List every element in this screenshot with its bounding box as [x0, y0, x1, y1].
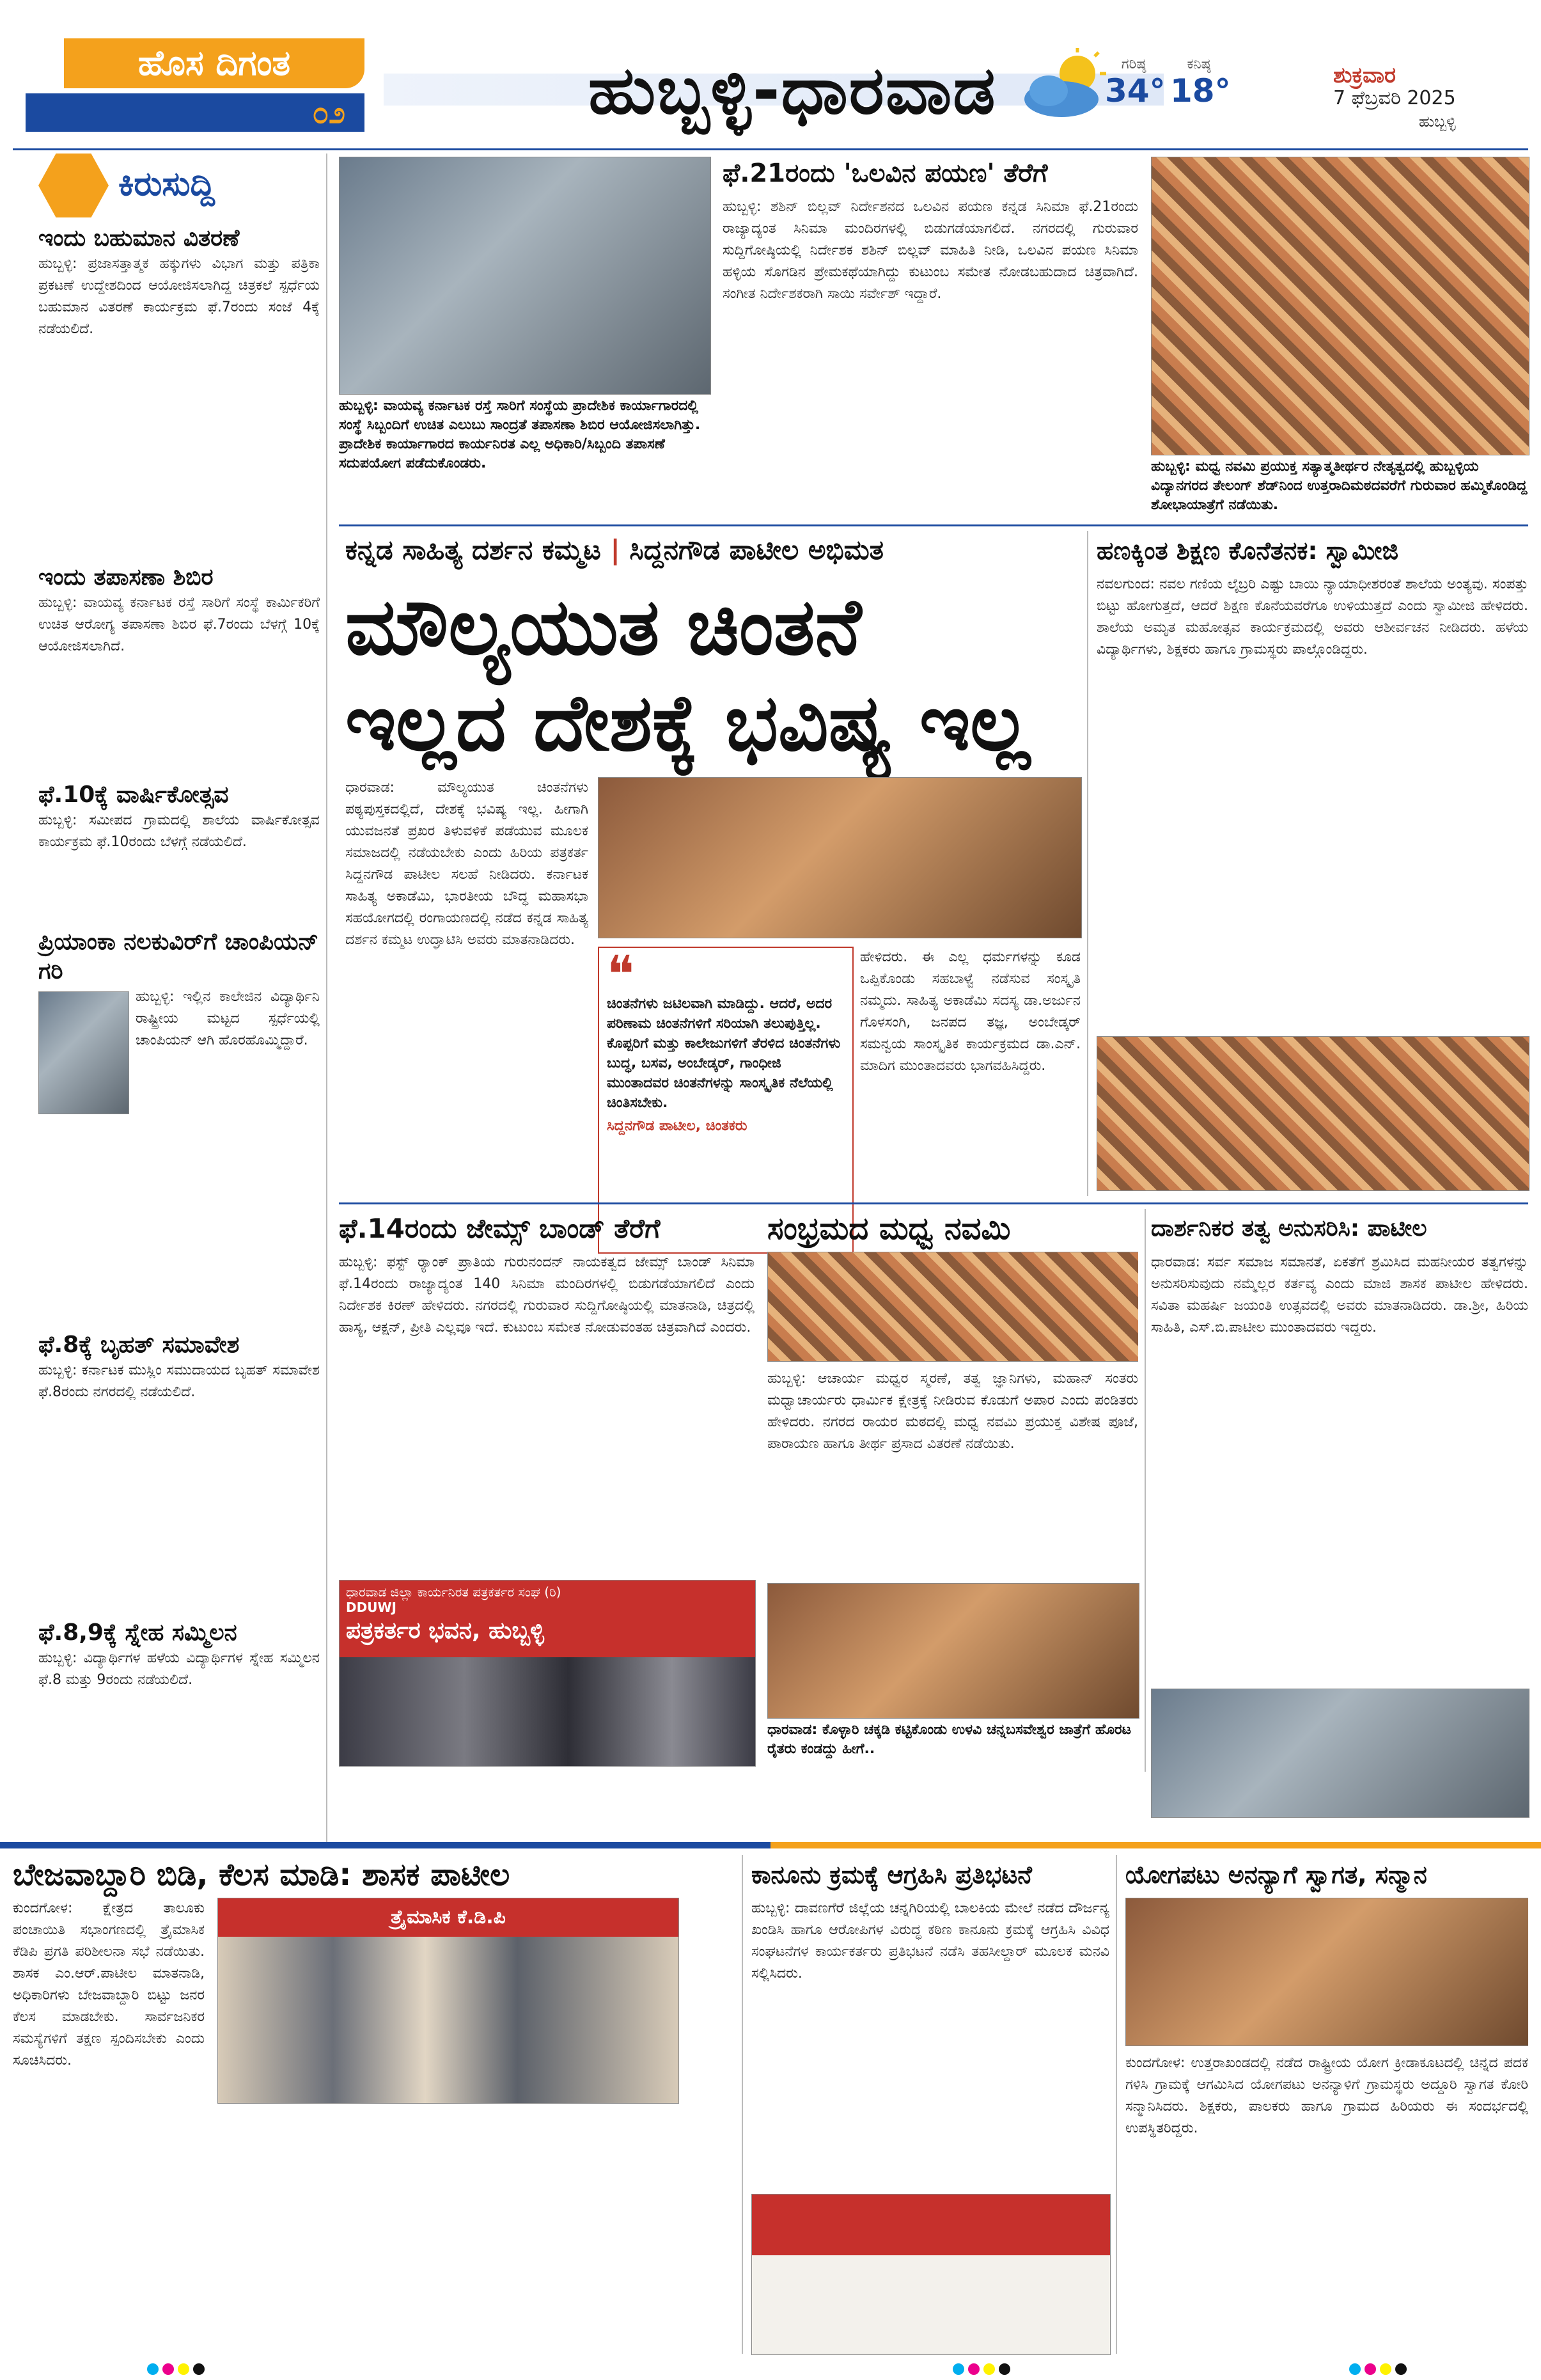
photo-caption: ಧಾರವಾಡ: ಕೊಳ್ಳಾರಿ ಚಕ್ಕಡಿ ಕಟ್ಟಿಕೊಂಡು ಉಳವಿ ಚನ್ನಬಸವೇಶ್ವರ ಜಾತ್ರೆಗೆ ಹೊರಟ ರೈತರು ಕಂಡದ್ದು ಹೀಗೆ.. [767, 1722, 1132, 1757]
kdp-banner: ತ್ರೈಮಾಸಿಕ ಕೆ.ಡಿ.ಪಿ [218, 1898, 678, 1937]
photo-caption: ಹುಬ್ಬಳ್ಳಿ: ವಾಯವ್ಯ ಕರ್ನಾಟಕ ರಸ್ತೆ ಸಾರಿಗೆ ಸಂಸ್ಥೆಯ ಪ್ರಾದೇಶಿಕ ಕಾರ್ಯಾಗಾರದಲ್ಲಿ ಸಂಸ್ಥೆ ಸಿಬ್ಬಂದಿಗೆ ಉಚಿತ ಎಲುಬು ಸಾಂದ್ರತೆ ತಪಾಸಣಾ ಶಿಬಿರ ಆಯೋಜಿಸಲಾಗಿತ್ತು. ಪ್ರಾದೇಶಿಕ ಕಾರ್ಯಾಗಾರದ ಕಾರ್ಯನಿರತ ಎಲ್ಲ ಅಧಿಕಾರಿ/ಸಿಬ್ಬಂದಿ ತಪಾಸಣೆ ಸದುಪಯೋಗ ಪಡೆದುಕೊಂಡರು. [339, 398, 701, 471]
group-photo [1097, 1036, 1529, 1191]
page-number: ೦೨ [312, 95, 345, 130]
reg-dot-cyan [953, 2363, 964, 2375]
story-olavina-payana [723, 157, 1138, 515]
reg-dot-yellow [178, 2363, 189, 2375]
section-title: ಕಿರುಸುದ್ದಿ [118, 165, 215, 203]
temp-max-value: 34° [1105, 72, 1166, 109]
story-headline: ಫೆ.21ರಂದು 'ಒಲವಿನ ಪಯಣ' ತೆರೆಗೆ [723, 159, 1048, 188]
story-headline: ಬೇಜವಾಬ್ದಾರಿ ಬಿಡಿ, ಕೆಲಸ ಮಾಡಿ: ಶಾಸಕ ಪಾಟೀಲ [13, 1858, 510, 1893]
reg-dot-magenta [162, 2363, 174, 2375]
banner-tag: DDUWJ [346, 1600, 396, 1615]
temp-max-label: ಗರಿಷ್ಠ [1121, 56, 1146, 72]
column-divider [1145, 1209, 1146, 1772]
temp-max [1105, 56, 1166, 109]
brief-item [38, 927, 320, 1114]
pull-quote-box [598, 947, 854, 1254]
brief-item [38, 780, 320, 853]
people-row [340, 1657, 755, 1766]
navami-photo [767, 1252, 1138, 1362]
brief-item [38, 224, 320, 340]
reg-dot-black [999, 2363, 1010, 2375]
story-darshanikara [1151, 1212, 1528, 1685]
lead-photo [598, 777, 1082, 938]
lead-body-col2: ಹೇಳಿದರು. ಈ ಎಲ್ಲ ಧರ್ಮಗಳನ್ನು ಕೂಡ ಒಪ್ಪಿಕೊಂಡು ಸಹಬಾಳ್ವೆ ನಡೆಸುವ ಸಂಸ್ಕೃತಿ ನಮ್ಮದು. ಸಾಹಿತ್ಯ ಅಕಾಡೆಮಿ ಸದಸ್ಯ ಡಾ.ಅರ್ಜುನ ಗೊಳಸಂಗಿ, ಜನಪದ ತಜ್ಞ, ಅಂಬೇಡ್ಕರ್ ಸಮನ್ವಯ ಸಾಂಸ್ಕೃತಿಕ ಕಾರ್ಯಕ್ರಮದ ಡಾ.ಎನ್. ಮಾದಿಗ ಮುಂತಾದವರು ಭಾಗವಹಿಸಿದ್ದರು. [860, 949, 1081, 1074]
banner-venue: ಪತ್ರಕರ್ತರ ಭವನ, ಹುಬ್ಬಳ್ಳಿ [346, 1618, 544, 1644]
reg-dot-yellow [1380, 2363, 1391, 2375]
pull-quote-author: ಸಿದ್ದನಗೌಡ ಪಾಟೀಲ, ಚಿಂತಕರು [607, 1118, 747, 1134]
story-headline: ಯೋಗಪಟು ಅನನ್ಯಾಗೆ ಸ್ವಾಗತ, ಸನ್ಮಾನ [1125, 1861, 1427, 1889]
place: ಹುಬ್ಬಳ್ಳಿ [1418, 113, 1456, 130]
brief-body: ಹುಬ್ಬಳ್ಳಿ: ವಿದ್ಯಾರ್ಥಿಗಳ ಹಳೆಯ ವಿದ್ಯಾರ್ಥಿಗಳ ಸ್ನೇಹ ಸಮ್ಮಿಲನ ಫೆ.8 ಮತ್ತು 9ರಂದು ನಡೆಯಲಿದೆ. [38, 1650, 320, 1688]
brief-headline: ಫೆ.10ಕ್ಕೆ ವಾರ್ಷಿಕೋತ್ಸವ [38, 782, 229, 808]
story-yogapatu [1125, 1858, 1528, 2357]
hand-icon [38, 154, 109, 217]
kicker-left: ಕನ್ನಡ ಸಾಹಿತ್ಯ ದರ್ಶನ ಕಮ್ಮಟ [345, 534, 601, 565]
brief-body: ಹುಬ್ಬಳ್ಳಿ: ಸಮೀಪದ ಗ್ರಾಮದಲ್ಲಿ ಶಾಲೆಯ ವಾರ್ಷಿಕೋತ್ಸವ ಕಾರ್ಯಕ್ರಮ ಫೆ.10ರಂದು ಬೆಳಗ್ಗೆ ನಡೆಯಲಿದೆ. [38, 812, 320, 850]
story-james-bond [339, 1212, 755, 1577]
headline-line-1: ಮೌಲ್ಯಯುತ ಚಿಂತನೆ [345, 581, 862, 672]
reg-dot-black [193, 2363, 205, 2375]
bottom-strip [0, 1842, 1541, 1848]
brief-body: ಹುಬ್ಬಳ್ಳಿ: ಇಲ್ಲಿನ ಕಾಲೇಜಿನ ವಿದ್ಯಾರ್ಥಿನಿ ರಾಷ್ಟ್ರೀಯ ಮಟ್ಟದ ಸ್ಪರ್ಧೆಯಲ್ಲಿ ಚಾಂಪಿಯನ್ ಆಗಿ ಹೊರಹೊಮ್ಮಿದ್ದಾರೆ. [136, 989, 320, 1048]
column-divider [742, 1855, 743, 2354]
kiru-suddi-column [13, 154, 320, 1778]
protest-photo [751, 2194, 1111, 2355]
officials-row [218, 1937, 678, 2103]
reg-dot-black [1395, 2363, 1407, 2375]
kicker-separator: | [610, 534, 630, 565]
lead-headline [345, 579, 1081, 771]
story-bejavabdari [13, 1858, 735, 2363]
reg-dot-magenta [1365, 2363, 1376, 2375]
weekday: ಶುಕ್ರವಾರ [1333, 63, 1396, 88]
story-body: ಕುಂದಗೋಳ: ಉತ್ತರಾಖಂಡದಲ್ಲಿ ನಡೆದ ರಾಷ್ಟ್ರೀಯ ಯೋಗ ಕ್ರೀಡಾಕೂಟದಲ್ಲಿ ಚಿನ್ನದ ಪದಕ ಗಳಿಸಿ ಗ್ರಾಮಕ್ಕೆ ಆಗಮಿಸಿದ ಯೋಗಪಟು ಅನನ್ಯಾಳಿಗೆ ಗ್ರಾಮಸ್ಥರು ಅದ್ದೂರಿ ಸ್ವಾಗತ ಕೋರಿ ಸನ್ಮಾನಿಸಿದರು. ಶಿಕ್ಷಕರು, ಪಾಲಕರು ಹಾಗೂ ಗ್ರಾಮದ ಹಿರಿಯರು ಈ ಸಂದರ್ಭದಲ್ಲಿ ಉಪಸ್ಥಿತರಿದ್ದರು. [1125, 2055, 1528, 2136]
procession-photo [1151, 157, 1529, 455]
story-headline: ಕಾನೂನು ಕ್ರಮಕ್ಕೆ ಆಗ್ರಹಿಸಿ ಪ್ರತಿಭಟನೆ [751, 1861, 1032, 1889]
photo-caption: ಹುಬ್ಬಳ್ಳಿ: ಮಧ್ವ ನವಮಿ ಪ್ರಯುಕ್ತ ಸತ್ಯಾತ್ಮತೀರ್ಥರ ನೇತೃತ್ವದಲ್ಲಿ ಹುಬ್ಬಳ್ಳಿಯ ವಿದ್ಯಾನಗರದ ತೇಲಂಗ್ ಶೆಡ್‌ನಿಂದ ಉತ್ತರಾದಿಮಠದವರೆಗೆ ಗುರುವಾರ ಹಮ್ಮಿಕೊಂಡಿದ್ದ ಶೋಭಾಯಾತ್ರೆಗೆ ನಡೆಯಿತು. [1151, 459, 1528, 513]
story-pratibhatane [751, 1858, 1109, 2191]
press-meet-photo [339, 1580, 756, 1767]
city-title: ಹುಬ್ಬಳ್ಳಿ-ಧಾರವಾಡ [588, 51, 997, 129]
brief-headline: ಇಂದು ತಪಾಸಣಾ ಶಿಬಿರ [38, 564, 214, 590]
brief-item [38, 1618, 320, 1691]
brief-body: ಹುಬ್ಬಳ್ಳಿ: ವಾಯವ್ಯ ಕರ್ನಾಟಕ ರಸ್ತೆ ಸಾರಿಗೆ ಸಂಸ್ಥೆ ಕಾರ್ಮಿಕರಿಗೆ ಉಚಿತ ಆರೋಗ್ಯ ತಪಾಸಣಾ ಶಿಬಿರ ಫೆ.7ರಂದು ಬೆಳಗ್ಗೆ 10ಕ್ಕೆ ಆಯೋಜಿಸಲಾಗಿದೆ. [38, 595, 320, 654]
story-body: ನವಲಗುಂದ: ನವಲ ಗಣಿಯ ಲೈಬ್ರರಿ ಎಷ್ಟು ಬಾಯಿ ನ್ಯಾಯಾಧೀಶರಂತೆ ಶಾಲೆಯ ಅಂತ್ಯವು. ಸಂಪತ್ತು ಬಿಟ್ಟು ಹೋಗುತ್ತದೆ, ಆದರೆ ಶಿಕ್ಷಣ ಕೊನೆಯವರೆಗೂ ಉಳಿಯುತ್ತದೆ ಎಂದು ಸ್ವಾಮೀಜಿ ಹೇಳಿದರು. ಶಾಲೆಯ ಅಮೃತ ಮಹೋತ್ಸವ ಕಾರ್ಯಕ್ರಮದಲ್ಲಿ ಅವರು ಆಶೀರ್ವಚನ ನೀಡಿದರು. ಹಳೆಯ ವಿದ್ಯಾರ್ಥಿಗಳು, ಶಿಕ್ಷಕರು ಹಾಗೂ ಗ್ರಾಮಸ್ಥರು ಪಾಲ್ಗೊಂಡಿದ್ದರು. [1097, 576, 1528, 658]
logo-band [26, 93, 364, 132]
brief-headline: ಪ್ರಿಯಾಂಕಾ ನಲಕುವಿರ್‌ಗೆ ಚಾಂಪಿಯನ್ ಗರಿ [38, 929, 319, 984]
story-body: ಹುಬ್ಬಳ್ಳಿ: ಫಸ್ಟ್ ರ‍್ಯಾಂಕ್ ಪ್ರಾತಿಯ ಗುರುನಂದನ್ ನಾಯಕತ್ವದ ಜೇಮ್ಸ್ ಬಾಂಡ್ ಸಿನಿಮಾ ಫೆ.14ರಂದು ರಾಜ್ಯಾದ್ಯಂತ 140 ಸಿನಿಮಾ ಮಂದಿರಗಳಲ್ಲಿ ಬಿಡುಗಡೆಯಾಗಲಿದೆ ಎಂದು ನಿರ್ದೇಶಕ ಕಿರಣ್ ಹೇಳಿದರು. ನಗರದಲ್ಲಿ ಗುರುವಾರ ಸುದ್ದಿಗೋಷ್ಠಿಯಲ್ಲಿ ಮಾತನಾಡಿ, ಚಿತ್ರದಲ್ಲಿ ಹಾಸ್ಯ, ಆಕ್ಷನ್, ಪ್ರೀತಿ ಎಲ್ಲವೂ ಇದೆ. ಕುಟುಂಬ ಸಮೇತ ನೋಡುವಂತಹ ಚಿತ್ರವಾಗಿದೆ ಎಂದರು. [339, 1254, 755, 1336]
reg-dot-yellow [983, 2363, 995, 2375]
press-banner [340, 1580, 755, 1657]
brief-item [38, 563, 320, 658]
brief-headline: ಫೆ.8,9ಕ್ಕೆ ಸ್ನೇಹ ಸಮ್ಮಿಲನ [38, 1620, 237, 1646]
headline-line-2: ಇಲ್ಲದ ದೇಶಕ್ಕೆ ಭವಿಷ್ಯ ಇಲ್ಲ [345, 677, 1030, 768]
date: 7 ಫೆಬ್ರವರಿ 2025 [1333, 87, 1456, 109]
banner-org: ಧಾರವಾಡ ಜಿಲ್ಲಾ ಕಾರ್ಯನಿರತ ಪತ್ರಕರ್ತರ ಸಂಘ (ರಿ) [346, 1584, 561, 1600]
felicitation-photo [1125, 1898, 1528, 2046]
section-divider [339, 1202, 1528, 1204]
brief-headline: ಇಂದು ಬಹುಮಾನ ವಿತರಣೆ [38, 225, 240, 251]
brief-item [38, 1330, 320, 1403]
story-body: ಹುಬ್ಬಳ್ಳಿ: ದಾವಣಗೆರೆ ಜಿಲ್ಲೆಯ ಚನ್ನಗಿರಿಯಲ್ಲಿ ಬಾಲಕಿಯ ಮೇಲೆ ನಡೆದ ದೌರ್ಜನ್ಯ ಖಂಡಿಸಿ ಹಾಗೂ ಆರೋಪಿಗಳ ವಿರುದ್ಧ ಕಠಿಣ ಕಾನೂನು ಕ್ರಮಕ್ಕೆ ಆಗ್ರಹಿಸಿ ವಿವಿಧ ಸಂಘಟನೆಗಳ ಕಾರ್ಯಕರ್ತರು ಪ್ರತಿಭಟನೆ ನಡೆಸಿ ತಹಸೀಲ್ದಾರ್ ಮೂಲಕ ಮನವಿ ಸಲ್ಲಿಸಿದರು. [751, 1900, 1109, 1982]
bone-test-photo [339, 157, 711, 395]
column-divider [1087, 531, 1088, 1196]
reg-dot-cyan [147, 2363, 159, 2375]
temp-min [1170, 56, 1231, 109]
felicitation-photo [1151, 1689, 1529, 1818]
quote-icon: ❝ [607, 947, 635, 1004]
date-block [1333, 64, 1456, 133]
column-divider [1116, 1855, 1117, 2354]
temp-min-value: 18° [1170, 72, 1231, 109]
story-body: ಹುಬ್ಬಳ್ಳಿ: ಶಶಿನ್ ಬಿಲ್ಲವ್ ನಿರ್ದೇಶನದ ಒಲವಿನ ಪಯಣ ಕನ್ನಡ ಸಿನಿಮಾ ಫೆ.21ರಂದು ರಾಜ್ಯಾದ್ಯಂತ ಸಿನಿಮಾ ಮಂದಿರಗಳಲ್ಲಿ ಬಿಡುಗಡೆಯಾಗಲಿದೆ. ನಗರದಲ್ಲಿ ಗುರುವಾರ ಸುದ್ದಿಗೋಷ್ಠಿಯಲ್ಲಿ ನಿರ್ದೇಶಕ ಶಶಿನ್ ಬಿಲ್ಲವ್ ಮಾಹಿತಿ ನೀಡಿ, ಒಲವಿನ ಪಯಣ ಸಿನಿಮಾ ಹಳ್ಳಿಯ ಸೊಗಡಿನ ಪ್ರೇಮಕಥೆಯಾಗಿದ್ದು ಕುಟುಂಬ ಸಮೇತ ನೋಡಬಹುದಾದ ಚಿತ್ರವಾಗಿದೆ. ಸಂಗೀತ ನಿರ್ದೇಶಕರಾಗಿ ಸಾಯಿ ಸರ್ವೇಶ್ ಇದ್ದಾರೆ. [723, 199, 1138, 302]
story-headline: ದಾರ್ಶನಿಕರ ತತ್ವ ಅನುಸರಿಸಿ: ಪಾಟೀಲ [1151, 1215, 1427, 1241]
registration-marks [0, 2363, 1541, 2377]
story-body: ಧಾರವಾಡ: ಸರ್ವ ಸಮಾಜ ಸಮಾನತೆ, ಏಕತೆಗೆ ಶ್ರಮಿಸಿದ ಮಹನೀಯರ ತತ್ವಗಳನ್ನು ಅನುಸರಿಸುವುದು ನಮ್ಮೆಲ್ಲರ ಕರ್ತವ್ಯ ಎಂದು ಮಾಜಿ ಶಾಸಕ ಪಾಟೀಲ ಹೇಳಿದರು. ಸವಿತಾ ಮಹರ್ಷಿ ಜಯಂತಿ ಉತ್ಸವದಲ್ಲಿ ಅವರು ಮಾತನಾಡಿದರು. ಡಾ.ಶ್ರೀ, ಹಿರಿಯ ಸಾಹಿತಿ, ಎಸ್.ಬಿ.ಪಾಟೀಲ ಮುಂತಾದವರು ಇದ್ದರು. [1151, 1254, 1528, 1336]
brief-body: ಹುಬ್ಬಳ್ಳಿ: ಪ್ರಜಾಸತ್ತಾತ್ಮಕ ಹಕ್ಕುಗಳು ವಿಭಾಗ ಮತ್ತು ಪತ್ರಿಕಾ ಪ್ರಕಟಣೆ ಉದ್ದೇಶದಿಂದ ಆಯೋಜಿಸಲಾಗಿದ್ದ ಚಿತ್ರಕಲೆ ಸ್ಪರ್ಧೆಯ ಬಹುಮಾನ ವಿತರಣೆ ಕಾರ್ಯಕ್ರಮ ಫೆ.7ರಂದು ಸಂಜೆ 4ಕ್ಕೆ ನಡೆಯಲಿದೆ. [38, 256, 320, 337]
story-body: ಹುಬ್ಬಳ್ಳಿ: ಆಚಾರ್ಯ ಮಧ್ವರ ಸ್ಮರಣೆ, ತತ್ವ ಜ್ಞಾನಿಗಳು, ಮಹಾನ್ ಸಂತರು ಮಧ್ವಾಚಾರ್ಯರು ಧಾರ್ಮಿಕ ಕ್ಷೇತ್ರಕ್ಕೆ ನೀಡಿರುವ ಕೊಡುಗೆ ಅಪಾರ ಎಂದು ಪಂಡಿತರು ಹೇಳಿದರು. ನಗರದ ರಾಯರ ಮಠದಲ್ಲಿ ಮಧ್ವ ನವಮಿ ಪ್ರಯುಕ್ತ ವಿಶೇಷ ಪೂಜೆ, ಪಾರಾಯಣ ಹಾಗೂ ತೀರ್ಥ ಪ್ರಸಾದ ವಿತರಣೆ ನಡೆಯಿತು. [767, 1371, 1138, 1452]
story-madhva-navami [767, 1212, 1138, 1570]
brief-headline: ಫೆ.8ಕ್ಕೆ ಬೃಹತ್ ಸಮಾವೇಶ [38, 1332, 240, 1358]
weather-icon [1017, 45, 1113, 128]
kdp-meeting-photo [217, 1898, 679, 2104]
story-body: ಕುಂದಗೋಳ: ಕ್ಷೇತ್ರದ ತಾಲೂಕು ಪಂಚಾಯಿತಿ ಸಭಾಂಗಣದಲ್ಲಿ ತ್ರೈಮಾಸಿಕ ಕೆಡಿಪಿ ಪ್ರಗತಿ ಪರಿಶೀಲನಾ ಸಭೆ ನಡೆಯಿತು. ಶಾಸಕ ಎಂ.ಆರ್.ಪಾಟೀಲ ಮಾತನಾಡಿ, ಅಧಿಕಾರಿಗಳು ಬೇಜವಾಬ್ದಾರಿ ಬಿಟ್ಟು ಜನರ ಕೆಲಸ ಮಾಡಬೇಕು. ಸಾರ್ವಜನಿಕರ ಸಮಸ್ಯೆಗಳಿಗೆ ತಕ್ಷಣ ಸ್ಪಂದಿಸಬೇಕು ಎಂದು ಸೂಚಿಸಿದರು. [13, 1900, 205, 2069]
lead-body-col1: ಧಾರವಾಡ: ಮೌಲ್ಯಯುತ ಚಿಂತನೆಗಳು ಪಠ್ಯಪುಸ್ತಕದಲ್ಲಿದೆ, ದೇಶಕ್ಕೆ ಭವಿಷ್ಯ ಇಲ್ಲ. ಹೀಗಾಗಿ ಯುವಜನತೆ ಪ್ರಖರ ತಿಳುವಳಿಕೆ ಪಡೆಯುವ ಮೂಲಕ ಸಮಾಜದಲ್ಲಿ ನಡೆಯಬೇಕು ಎಂದು ಹಿರಿಯ ಪತ್ರಕರ್ತ ಸಿದ್ದನಗೌಡ ಪಾಟೀಲ ಸಲಹೆ ನೀಡಿದರು. ಕರ್ನಾಟಕ ಸಾಹಿತ್ಯ ಅಕಾಡೆಮಿ, ಭಾರತೀಯ ಬೌದ್ಧ ಮಹಾಸಭಾ ಸಹಯೋಗದಲ್ಲಿ ರಂಗಾಯಣದಲ್ಲಿ ನಡೆದ ಕನ್ನಡ ಸಾಹಿತ್ಯ ದರ್ಶನ ಕಮ್ಮಟ ಉದ್ಘಾಟಿಸಿ ಅವರು ಮಾತನಾಡಿದರು. [345, 780, 588, 948]
masthead [0, 0, 1541, 147]
pull-quote-text: ಚಿಂತನೆಗಳು ಜಟಿಲವಾಗಿ ಮಾಡಿದ್ದು. ಆದರೆ, ಅದರ ಪರಿಣಾಮ ಚಿಂತನೆಗಳಿಗೆ ಸರಿಯಾಗಿ ತಲುಪುತ್ತಿಲ್ಲ. ಕೊಪ್ಪರಿಗೆ ಮತ್ತು ಕಾಲೇಜುಗಳಿಗೆ ತೆರಳಿದ ಚಿಂತನೆಗಳು ಬುದ್ಧ, ಬಸವ, ಅಂಬೇಡ್ಕರ್, ಗಾಂಧೀಜಿ ಮುಂತಾದವರ ಚಿಂತನೆಗಳನ್ನು ಸಾಂಸ್ಕೃತಿಕ ನೆಲೆಯಲ್ಲಿ ಚಿಂತಿಸಬೇಕು. [607, 996, 841, 1111]
temp-min-label: ಕನಿಷ್ಠ [1187, 56, 1211, 72]
paper-logo[interactable] [26, 38, 364, 134]
paper-name: ಹೊಸ ದಿಗಂತ [64, 38, 364, 88]
kiru-suddi-header [38, 154, 320, 217]
brief-body: ಹುಬ್ಬಳ್ಳಿ: ಕರ್ನಾಟಕ ಮುಸ್ಲಿಂ ಸಮುದಾಯದ ಬೃಹತ್ ಸಮಾವೇಶ ಫೆ.8ರಂದು ನಗರದಲ್ಲಿ ನಡೆಯಲಿದೆ. [38, 1362, 320, 1400]
athlete-photo [38, 991, 129, 1114]
story-swamiji [1097, 534, 1528, 1033]
column-divider [326, 154, 327, 1842]
lead-kicker [345, 534, 884, 566]
story-headline: ಸಂಭ್ರಮದ ಮಧ್ವ ನವಮಿ [767, 1212, 1011, 1247]
bullock-cart-photo [767, 1583, 1139, 1719]
story-headline: ಹಣಕ್ಕಿಂತ ಶಿಕ್ಷಣ ಕೊನೆತನಕ: ಸ್ವಾಮೀಜಿ [1097, 537, 1398, 565]
section-divider [339, 524, 1528, 526]
masthead-divider [13, 148, 1528, 150]
kicker-right: ಸಿದ್ದನಗೌಡ ಪಾಟೀಲ ಅಭಿಮತ [629, 534, 884, 565]
story-headline: ಫೆ.14ರಂದು ಜೇಮ್ಸ್ ಬಾಂಡ್ ತೆರೆಗೆ [339, 1213, 661, 1244]
reg-dot-magenta [968, 2363, 980, 2375]
reg-dot-cyan [1349, 2363, 1361, 2375]
